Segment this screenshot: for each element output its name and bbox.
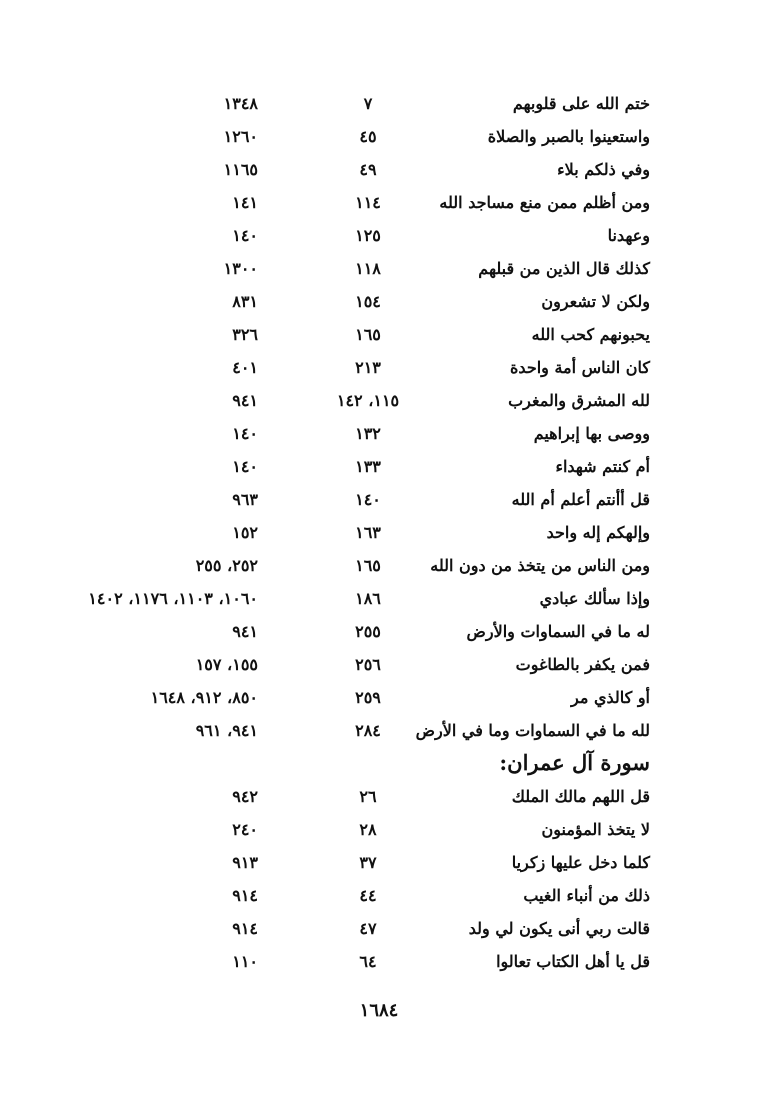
- verse-text: له ما في السماوات والأرض: [466, 622, 650, 641]
- verse-text: وإلهكم إله واحد: [546, 523, 650, 542]
- page-references: ٩١٤: [232, 886, 258, 905]
- page-references: ١٣٤٨: [223, 94, 258, 113]
- index-row: [0, 717, 758, 750]
- ayah-number: ١٦٥: [355, 556, 381, 575]
- verse-text: ولكن لا تشعرون: [541, 292, 650, 311]
- verse-text: وعهدنا: [607, 226, 650, 245]
- page-references: ٩٦٣: [232, 490, 258, 509]
- verse-text: قل أأنتم أعلم أم الله: [511, 490, 650, 509]
- section-heading: سورة آل عمران:: [499, 750, 650, 775]
- ayah-number: ١٣٣: [355, 457, 381, 476]
- verse-text: واستعينوا بالصبر والصلاة: [487, 127, 650, 146]
- ayah-number: ٢١٣: [355, 358, 381, 377]
- page-references: ٨٣١: [232, 292, 258, 311]
- page-references: ١٤٠: [232, 457, 258, 476]
- page-references: ٩١٣: [232, 853, 258, 872]
- page-references: ١٤٠: [232, 226, 258, 245]
- index-row: [0, 519, 758, 552]
- ayah-number: ١٥٤: [355, 292, 381, 311]
- ayah-number: ٣٧: [359, 853, 377, 872]
- index-row: [0, 816, 758, 849]
- verse-text: أو كالذي مر: [571, 688, 650, 707]
- page-references: ١٠٦٠، ١١٠٣، ١١٧٦، ١٤٠٢: [88, 589, 258, 608]
- verse-text: قل اللهم مالك الملك: [511, 787, 650, 806]
- ayah-number: ٢٥٥: [355, 622, 381, 641]
- page-references: ١٤١: [232, 193, 258, 212]
- page-references: ١٢٦٠: [223, 127, 258, 146]
- ayah-number: ١٦٥: [355, 325, 381, 344]
- index-row: [0, 651, 758, 684]
- verse-text: وفي ذلكم بلاء: [557, 160, 650, 179]
- index-row: [0, 123, 758, 156]
- index-row: [0, 321, 758, 354]
- index-row: [0, 90, 758, 123]
- verse-text: قل يا أهل الكتاب تعالوا: [496, 952, 650, 971]
- index-row: [0, 189, 758, 222]
- page-references: ٩٤٢: [232, 787, 258, 806]
- index-row: [0, 948, 758, 981]
- ayah-number: ١٢٥: [355, 226, 381, 245]
- ayah-number: ١٣٢: [355, 424, 381, 443]
- section-heading-row: [0, 750, 758, 783]
- index-row: [0, 915, 758, 948]
- ayah-number: ٢٨٤: [355, 721, 381, 740]
- page-references: ١٤٠: [232, 424, 258, 443]
- index-row: [0, 255, 758, 288]
- page-references: ٩٤١: [232, 622, 258, 641]
- verse-text: لا يتخذ المؤمنون: [541, 820, 650, 839]
- index-row: [0, 618, 758, 651]
- page-references: ٩١٤: [232, 919, 258, 938]
- ayah-number: ٤٤: [359, 886, 377, 905]
- index-row: [0, 585, 758, 618]
- page-references: ٤٠١: [232, 358, 258, 377]
- verse-text: ذلك من أنباء الغيب: [523, 886, 650, 905]
- verse-text: كذلك قال الذين من قبلهم: [478, 259, 650, 278]
- page-references: ١١٦٥: [223, 160, 258, 179]
- ayah-number: ٢٦: [359, 787, 377, 806]
- ayah-number: ١٤٠: [355, 490, 381, 509]
- ayah-number: ١١٨: [355, 259, 381, 278]
- verse-text: ختم الله على قلوبهم: [512, 94, 650, 113]
- verse-text: قالت ربي أنى يكون لي ولد: [468, 919, 650, 938]
- ayah-number: ٢٥٦: [355, 655, 381, 674]
- index-row: [0, 387, 758, 420]
- index-row: [0, 453, 758, 486]
- page-references: ٩٤١: [232, 391, 258, 410]
- index-row: [0, 420, 758, 453]
- verse-text: لله ما في السماوات وما في الأرض: [415, 721, 650, 740]
- verse-text: فمن يكفر بالطاغوت: [515, 655, 650, 674]
- ayah-number: ١٦٣: [355, 523, 381, 542]
- verse-text: لله المشرق والمغرب: [508, 391, 650, 410]
- index-table: [0, 90, 758, 981]
- page-references: ٢٥٢، ٢٥٥: [195, 556, 258, 575]
- index-row: [0, 882, 758, 915]
- page-references: ٣٢٦: [232, 325, 258, 344]
- ayah-number: ١٨٦: [355, 589, 381, 608]
- index-row: [0, 156, 758, 189]
- page-references: ١١٠: [232, 952, 258, 971]
- index-row: [0, 783, 758, 816]
- ayah-number: ٤٧: [359, 919, 377, 938]
- page-references: ٩٤١، ٩٦١: [195, 721, 258, 740]
- verse-text: أم كنتم شهداء: [555, 457, 650, 476]
- ayah-number: ٧: [363, 94, 373, 113]
- ayah-number: ٦٤: [359, 952, 377, 971]
- index-row: [0, 486, 758, 519]
- index-row: [0, 354, 758, 387]
- ayah-number: ١١٤: [355, 193, 381, 212]
- index-row: [0, 288, 758, 321]
- verse-text: ووصى بها إبراهيم: [533, 424, 650, 443]
- index-row: [0, 684, 758, 717]
- verse-text: يحبونهم كحب الله: [531, 325, 650, 344]
- ayah-number: ٤٩: [359, 160, 377, 179]
- ayah-number: ٢٨: [359, 820, 377, 839]
- verse-text: كان الناس أمة واحدة: [510, 358, 650, 377]
- page-references: ١٥٥، ١٥٧: [195, 655, 258, 674]
- page-references: ١٥٢: [232, 523, 258, 542]
- page-references: ١٣٠٠: [223, 259, 258, 278]
- ayah-number: ١١٥، ١٤٢: [336, 391, 400, 410]
- page-references: ٢٤٠: [232, 820, 258, 839]
- ayah-number: ٢٥٩: [355, 688, 381, 707]
- page-references: ٨٥٠، ٩١٢، ١٦٤٨: [150, 688, 258, 707]
- verse-text: كلما دخل عليها زكريا: [511, 853, 650, 872]
- verse-text: وإذا سألك عبادي: [539, 589, 650, 608]
- index-row: [0, 222, 758, 255]
- page-number: ١٦٨٤: [359, 1000, 399, 1021]
- verse-text: ومن الناس من يتخذ من دون الله: [430, 556, 650, 575]
- ayah-number: ٤٥: [359, 127, 377, 146]
- index-row: [0, 849, 758, 882]
- index-row: [0, 552, 758, 585]
- verse-text: ومن أظلم ممن منع مساجد الله: [439, 193, 650, 212]
